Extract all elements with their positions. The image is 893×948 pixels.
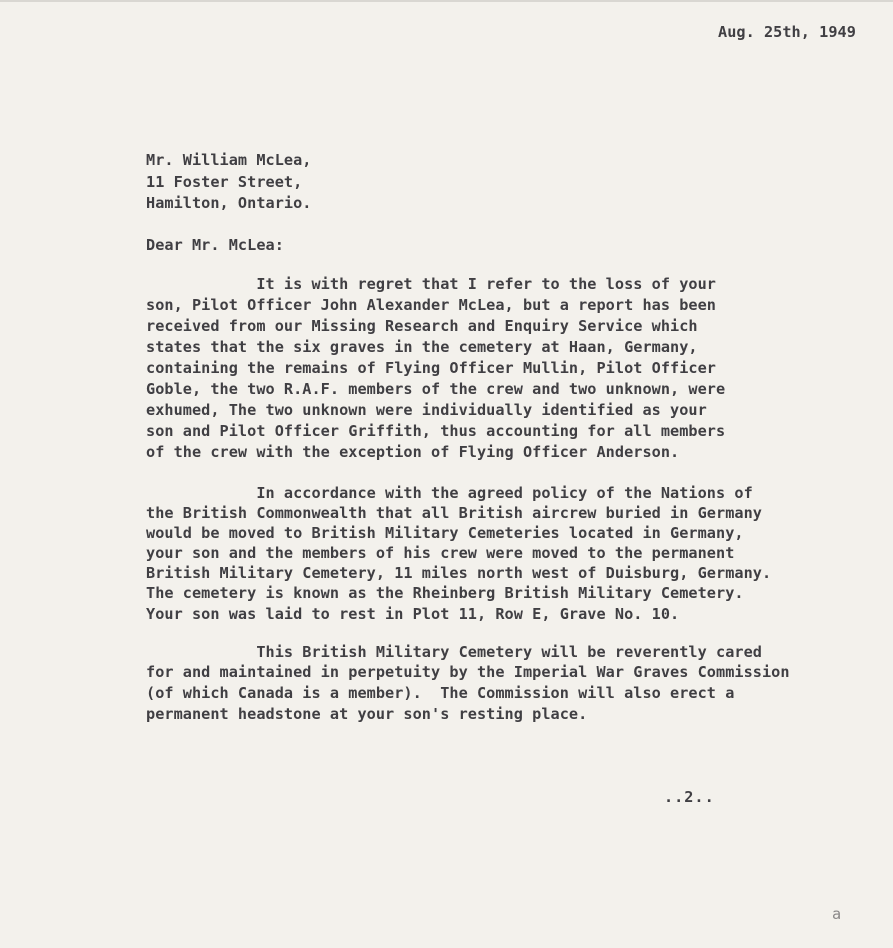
paragraph-line: your son and the members of his crew were moved to the permanent: [146, 544, 735, 562]
recipient-street: 11 Foster Street,: [146, 173, 303, 191]
paragraph-line: The cemetery is known as the Rheinberg British Military Cemetery.: [146, 584, 744, 602]
paragraph-line: It is with regret that I refer to the loss of your: [146, 275, 717, 293]
paragraph-line: This British Military Cemetery will be reverently cared: [146, 643, 762, 661]
paragraph-line: Your son was laid to rest in Plot 11, Row E, Grave No. 10.: [146, 605, 680, 623]
page-continuation: ..2..: [664, 788, 715, 806]
paragraph-line: of the crew with the exception of Flying Officer Anderson.: [146, 443, 680, 461]
paragraph-line: Goble, the two R.A.F. members of the crew and two unknown, were: [146, 380, 726, 398]
paragraph-line: exhumed, The two unknown were individually identified as your: [146, 401, 707, 419]
corner-mark: a: [832, 905, 842, 923]
paragraph-line: son and Pilot Officer Griffith, thus accounting for all members: [146, 422, 726, 440]
paragraph-line: In accordance with the agreed policy of the Nations of: [146, 484, 753, 502]
paragraph-line: permanent headstone at your son's resting place.: [146, 705, 588, 723]
paragraph-line: states that the six graves in the cemetery at Haan, Germany,: [146, 338, 698, 356]
letter-date: Aug. 25th, 1949: [718, 23, 856, 41]
paragraph-line: son, Pilot Officer John Alexander McLea, but a report has been: [146, 296, 717, 314]
paragraph-line: received from our Missing Research and Enquiry Service which: [146, 317, 698, 335]
paragraph-line: containing the remains of Flying Officer Mullin, Pilot Officer: [146, 359, 717, 377]
recipient-city: Hamilton, Ontario.: [146, 194, 312, 212]
paragraph-line: for and maintained in perpetuity by the Imperial War Graves Commission: [146, 663, 790, 681]
recipient-name: Mr. William McLea,: [146, 151, 312, 169]
paragraph-line: (of which Canada is a member). The Commission will also erect a: [146, 684, 735, 702]
paragraph-line: British Military Cemetery, 11 miles north west of Duisburg, Germany.: [146, 564, 772, 582]
paragraph-line: would be moved to British Military Cemeteries located in Germany,: [146, 524, 744, 542]
paragraph-line: the British Commonwealth that all British aircrew buried in Germany: [146, 504, 762, 522]
salutation: Dear Mr. McLea:: [146, 236, 284, 254]
